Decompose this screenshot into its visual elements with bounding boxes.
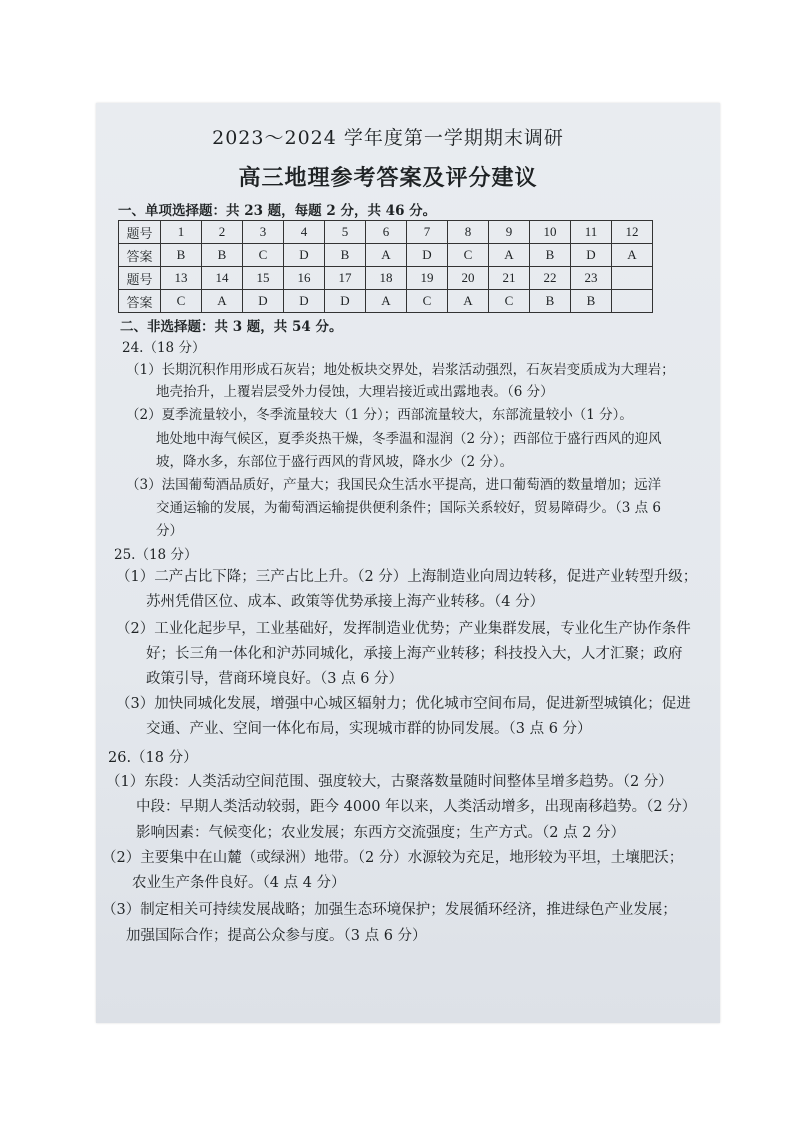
table-cell: D bbox=[284, 244, 325, 267]
table-cell: B bbox=[325, 244, 366, 267]
table-cell: 9 bbox=[489, 221, 530, 244]
page-subtitle: 高三地理参考答案及评分建议 bbox=[238, 165, 538, 191]
answer-line: 影响因素：气候变化；农业发展；东西方交流强度；生产方式。（2 点 2 分） bbox=[136, 825, 626, 841]
table-cell: B bbox=[202, 244, 243, 267]
table-cell: A bbox=[489, 244, 530, 267]
answer-line: 政策引导，营商环境良好。（3 点 6 分） bbox=[146, 671, 404, 687]
table-cell: B bbox=[161, 244, 202, 267]
table-cell: D bbox=[407, 244, 448, 267]
question-25-label: 25.（18 分） bbox=[114, 547, 198, 563]
table-cell: 23 bbox=[571, 267, 612, 290]
answer-line: 中段：早期人类活动较弱，距今 4000 年以来，人类活动增多，出现南移趋势。（2 分） bbox=[136, 799, 697, 815]
page-title: 2023～2024 学年度第一学期期末调研 bbox=[212, 127, 564, 149]
answer-line: 地壳抬升，上覆岩层受外力侵蚀，大理岩接近或出露地表。（6 分） bbox=[156, 384, 554, 400]
answer-line: （2）工业化起步早，工业基础好，发挥制造业优势；产业集群发展，专业化生产协作条件 bbox=[116, 621, 691, 637]
answer-line: 地处地中海气候区，夏季炎热干燥，冬季温和湿润（2 分）；西部位于盛行西风的迎风 bbox=[156, 431, 662, 447]
answer-line: （2）夏季流量较小，冬季流量较大（1 分）；西部流量较大，东部流量较小（1 分）。 bbox=[126, 407, 633, 423]
row-label: 题号 bbox=[119, 267, 161, 290]
table-cell: A bbox=[202, 290, 243, 313]
table-cell: 6 bbox=[366, 221, 407, 244]
question-26-label: 26.（18 分） bbox=[108, 750, 198, 766]
answer-line: （1）长期沉积作用形成石灰岩；地处板块交界处，岩浆活动强烈，石灰岩变质成为大理岩； bbox=[126, 362, 675, 378]
answer-line: （1）二产占比下降；三产占比上升。（2 分）上海制造业向周边转移，促进产业转型升级； bbox=[116, 569, 698, 585]
table-cell: C bbox=[243, 244, 284, 267]
table-cell: 21 bbox=[489, 267, 530, 290]
empty-cell bbox=[612, 267, 653, 290]
empty-cell bbox=[612, 290, 653, 313]
table-cell: 22 bbox=[530, 267, 571, 290]
answer-line: （3）加快同城化发展，增强中心城区辐射力；优化城市空间布局，促进新型城镇化；促进 bbox=[116, 696, 691, 712]
answer-table bbox=[118, 220, 653, 313]
table-cell: 16 bbox=[284, 267, 325, 290]
table-cell: A bbox=[612, 244, 653, 267]
table-cell: D bbox=[571, 244, 612, 267]
table-row-answers-1 bbox=[119, 244, 653, 267]
table-cell: C bbox=[489, 290, 530, 313]
table-row-numbers-1 bbox=[119, 221, 653, 244]
table-cell: 15 bbox=[243, 267, 284, 290]
answer-line: 好；长三角一体化和沪苏同城化，承接上海产业转移；科技投入大，人才汇聚；政府 bbox=[146, 646, 683, 662]
table-cell: 8 bbox=[448, 221, 489, 244]
answer-line: 交通运输的发展，为葡萄酒运输提供便利条件；国际关系较好，贸易障碍少。（3 点 6 bbox=[156, 500, 662, 516]
table-cell: 13 bbox=[161, 267, 202, 290]
table-cell: A bbox=[366, 290, 407, 313]
table-cell: 20 bbox=[448, 267, 489, 290]
table-cell: A bbox=[366, 244, 407, 267]
table-cell: C bbox=[161, 290, 202, 313]
answer-line: 苏州凭借区位、成本、政策等优势承接上海产业转移。（4 分） bbox=[146, 594, 545, 610]
table-cell: C bbox=[448, 244, 489, 267]
table-row-numbers-2 bbox=[119, 267, 653, 290]
answer-line: 农业生产条件良好。（4 点 4 分） bbox=[132, 875, 346, 891]
table-cell: 2 bbox=[202, 221, 243, 244]
table-cell: B bbox=[530, 244, 571, 267]
table-cell: 4 bbox=[284, 221, 325, 244]
table-cell: B bbox=[530, 290, 571, 313]
table-cell: 19 bbox=[407, 267, 448, 290]
table-cell: D bbox=[325, 290, 366, 313]
table-cell: 1 bbox=[161, 221, 202, 244]
section-heading-nonchoice: 二、非选择题：共 3 题，共 54 分。 bbox=[120, 319, 343, 335]
table-cell: D bbox=[284, 290, 325, 313]
row-label: 答案 bbox=[119, 244, 161, 267]
table-cell: B bbox=[571, 290, 612, 313]
table-cell: 10 bbox=[530, 221, 571, 244]
table-cell: D bbox=[243, 290, 284, 313]
answer-line: 坡，降水多，东部位于盛行西风的背风坡，降水少（2 分）。 bbox=[156, 454, 514, 470]
answer-line: （1）东段：人类活动空间范围、强度较大，古聚落数量随时间整体呈增多趋势。（2 分） bbox=[106, 774, 673, 790]
answer-line: 交通、产业、空间一体化布局，实现城市群的协同发展。（3 点 6 分） bbox=[146, 721, 592, 737]
question-24-label: 24.（18 分） bbox=[122, 340, 206, 356]
table-cell: 7 bbox=[407, 221, 448, 244]
row-label: 答案 bbox=[119, 290, 161, 313]
table-row-answers-2 bbox=[119, 290, 653, 313]
table-cell: 11 bbox=[571, 221, 612, 244]
answer-line: （3）制定相关可持续发展战略；加强生态环境保护；发展循环经济，推进绿色产业发展； bbox=[102, 902, 677, 918]
row-label: 题号 bbox=[119, 221, 161, 244]
answer-line: （2）主要集中在山麓（或绿洲）地带。（2 分）水源较为充足，地形较为平坦，土壤肥沃； bbox=[102, 850, 684, 866]
table-cell: 17 bbox=[325, 267, 366, 290]
section-heading-choice: 一、单项选择题：共 23 题，每题 2 分，共 46 分。 bbox=[118, 203, 437, 219]
table-cell: 18 bbox=[366, 267, 407, 290]
table-cell: 12 bbox=[612, 221, 653, 244]
table-cell: A bbox=[448, 290, 489, 313]
answer-line: 分） bbox=[156, 523, 183, 539]
table-cell: 5 bbox=[325, 221, 366, 244]
table-cell: C bbox=[407, 290, 448, 313]
table-cell: 14 bbox=[202, 267, 243, 290]
answer-line: 加强国际合作；提高公众参与度。（3 点 6 分） bbox=[126, 928, 427, 944]
answer-line: （3）法国葡萄酒品质好，产量大；我国民众生活水平提高，进口葡萄酒的数量增加；远洋 bbox=[126, 477, 662, 493]
table-cell: 3 bbox=[243, 221, 284, 244]
scanned-answer-sheet bbox=[96, 103, 720, 1023]
